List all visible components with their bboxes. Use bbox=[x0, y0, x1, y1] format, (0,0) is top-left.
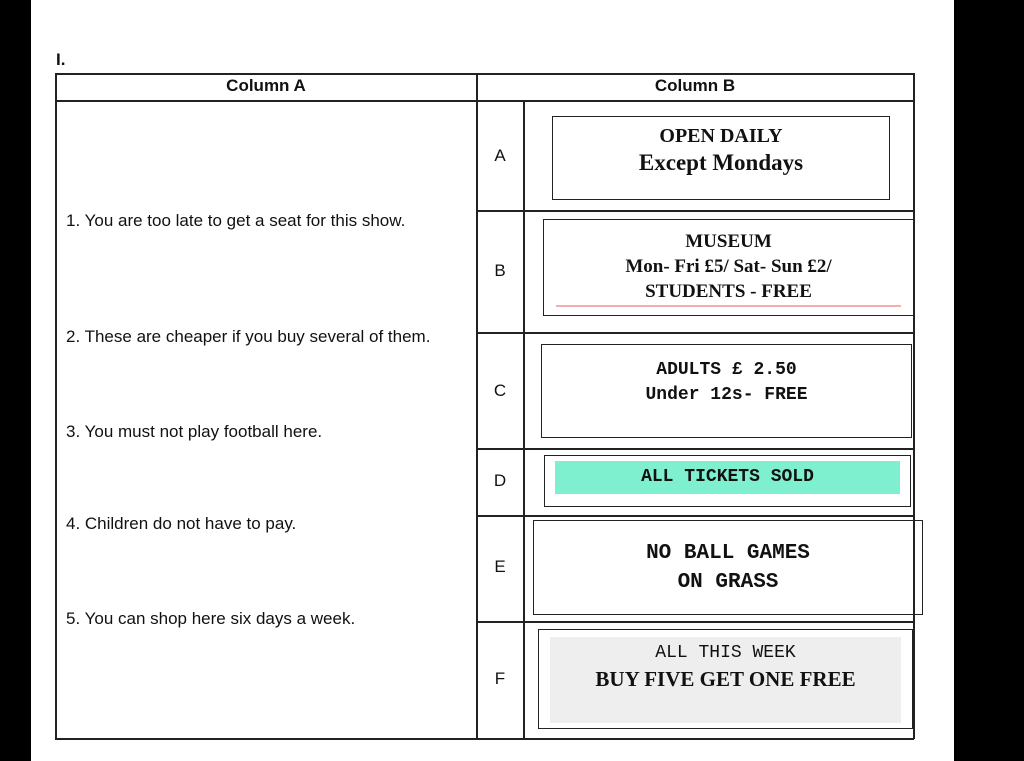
statement-5: 5. You can shop here six days a week. bbox=[66, 609, 356, 628]
sign-a bbox=[552, 116, 890, 200]
sign-e-line-1: NO BALL GAMES bbox=[646, 542, 810, 565]
statement-3: 3. You must not play football here. bbox=[66, 422, 323, 441]
option-letter-d: D bbox=[493, 471, 507, 490]
sign-b-underline bbox=[556, 305, 901, 307]
column-a-header: Column A bbox=[226, 76, 306, 95]
sign-b-line-1: MUSEUM bbox=[685, 231, 772, 252]
option-letter-e: E bbox=[494, 557, 506, 576]
sign-a-line-2: Except Mondays bbox=[638, 150, 804, 175]
sign-a-line-1: OPEN DAILY bbox=[659, 125, 783, 147]
option-letter-b: B bbox=[494, 261, 506, 280]
statement-1: 1. You are too late to get a seat for this show. bbox=[66, 211, 406, 230]
sign-d-highlight: ALL TICKETS SOLD bbox=[555, 461, 900, 494]
option-letter-c: C bbox=[493, 381, 507, 400]
sign-e bbox=[533, 520, 923, 615]
option-letter-f: F bbox=[494, 669, 506, 688]
statement-2: 2. These are cheaper if you buy several of them. bbox=[66, 327, 431, 346]
sign-b-line-2: Mon- Fri £5/ Sat- Sun £2/ bbox=[625, 256, 832, 277]
sign-c-line-2: Under 12s- FREE bbox=[645, 385, 808, 405]
sign-d bbox=[544, 455, 911, 507]
exercise-number: I. bbox=[56, 50, 66, 69]
sign-f-line-2: BUY FIVE GET ONE FREE bbox=[595, 667, 856, 691]
sign-e-line-2: ON GRASS bbox=[677, 571, 779, 594]
sign-f bbox=[538, 629, 913, 729]
sign-b bbox=[543, 219, 914, 316]
option-letter-a: A bbox=[494, 146, 506, 165]
sign-c-line-1: ADULTS £ 2.50 bbox=[656, 360, 797, 380]
sign-f-line-1: ALL THIS WEEK bbox=[655, 643, 796, 663]
sign-f-panel bbox=[550, 637, 901, 723]
sign-b-line-3: STUDENTS - FREE bbox=[645, 281, 812, 302]
sign-c bbox=[541, 344, 912, 438]
column-b-header: Column B bbox=[654, 76, 736, 95]
statement-4: 4. Children do not have to pay. bbox=[66, 514, 297, 533]
